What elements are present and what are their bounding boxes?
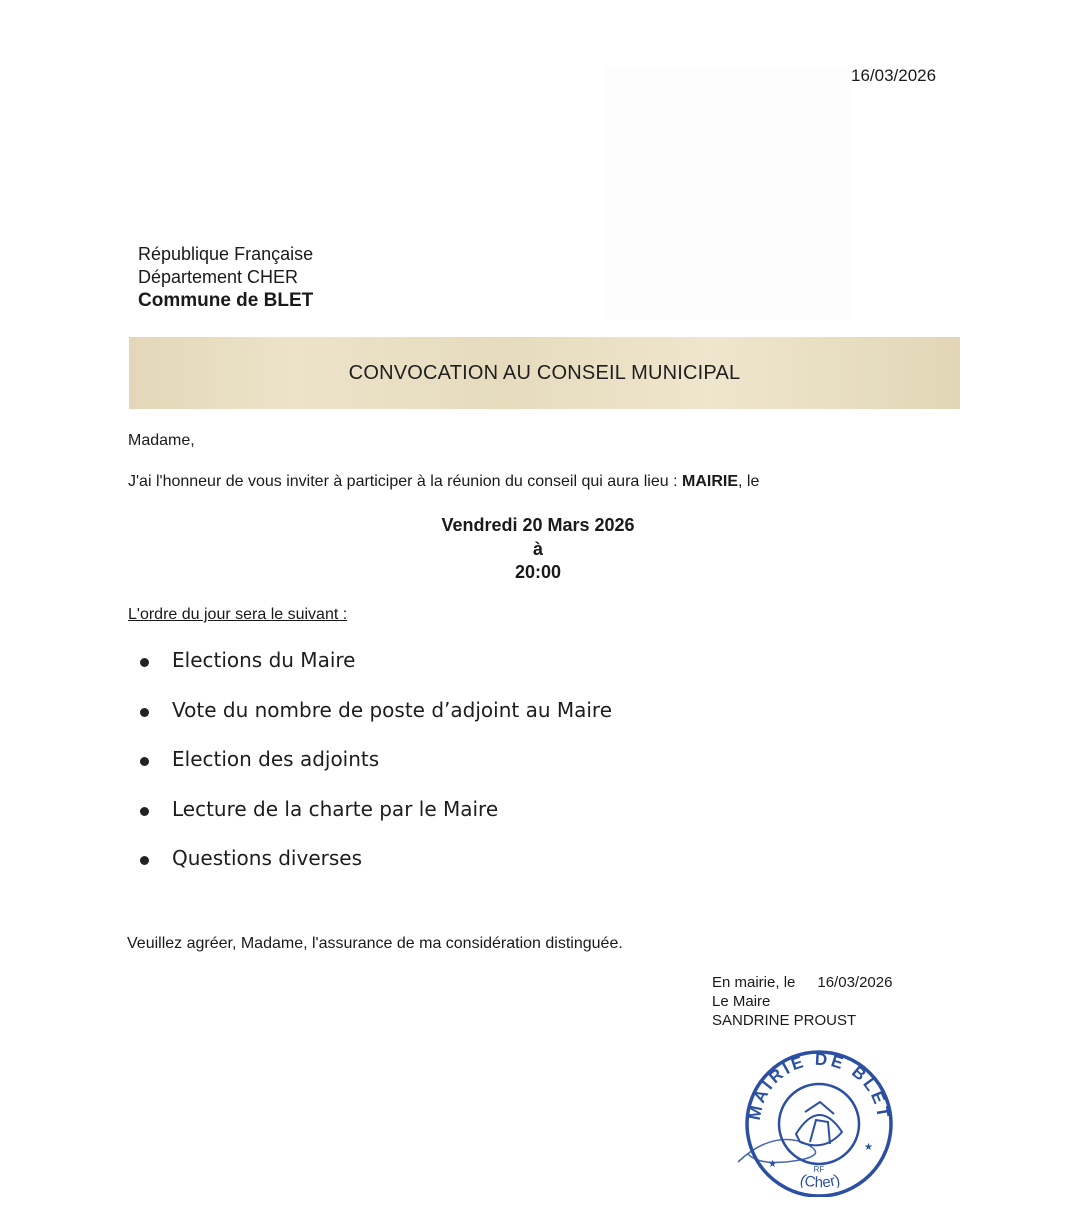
header-commune: Commune de BLET [138,290,314,311]
meeting-at: à [532,538,543,559]
meeting-time: 20:00 [514,562,562,582]
signature-date-line [712,973,892,992]
invitation-suffix: , le [738,473,760,490]
meeting-datetime [388,514,688,585]
bullet-icon [140,658,149,667]
bullet-icon [140,807,149,816]
header-country: République Française [138,244,314,264]
stamp-center-text: RF [813,1165,825,1174]
bullet-icon [140,757,149,766]
list-item [140,648,612,698]
list-item [140,698,612,748]
signature-place: En mairie, le [712,974,796,991]
agenda-item-text: Elections du Maire [172,648,356,672]
signature-role: Le Maire [712,993,771,1010]
document-title: CONVOCATION AU CONSEIL MUNICIPAL [348,361,741,384]
header-department: Département CHER [138,267,299,287]
list-item [140,747,612,797]
invitation-text: J'ai l'honneur de vous inviter à participer à la réunion du conseil qui aura lieu : [128,473,682,490]
redacted-area [604,66,852,320]
agenda-list [140,648,612,896]
bullet-icon [140,708,149,717]
bullet-icon [140,856,149,865]
svg-text:★: ★ [864,1142,873,1153]
agenda-title: L'ordre du jour sera le suivant : [128,606,348,623]
signature-date: 16/03/2026 [817,974,893,991]
title-banner [129,337,960,409]
agenda-item-text: Questions diverses [172,846,362,870]
agenda-item-text: Election des adjoints [172,747,380,771]
svg-text:MAIRIE DE BLET [745,1050,893,1122]
sender-header [138,243,313,312]
signature-block [712,973,892,1030]
stamp-bottom-text: (Cher) [797,1171,843,1192]
salutation: Madame, [128,432,195,449]
list-item [140,846,612,896]
svg-text:(Cher) [798,1171,842,1191]
agenda-item-text: Vote du nombre de poste d’adjoint au Maire [172,697,613,722]
stamp-top-text: MAIRIE DE BLET [744,1049,894,1122]
signature-name: SANDRINE PROUST [712,1012,857,1029]
invitation-paragraph [128,473,759,491]
list-item [140,797,612,847]
closing-formula: Veuillez agréer, Madame, l'assurance de ma considération distinguée. [127,935,623,952]
agenda-item-text: Lecture de la charte par le Maire [172,796,499,821]
invitation-place: MAIRIE [682,473,738,490]
mairie-stamp-icon [730,1042,910,1197]
top-date: 16/03/2026 [851,66,937,85]
svg-text:★: ★ [768,1159,777,1170]
meeting-date: Vendredi 20 Mars 2026 [441,515,635,535]
